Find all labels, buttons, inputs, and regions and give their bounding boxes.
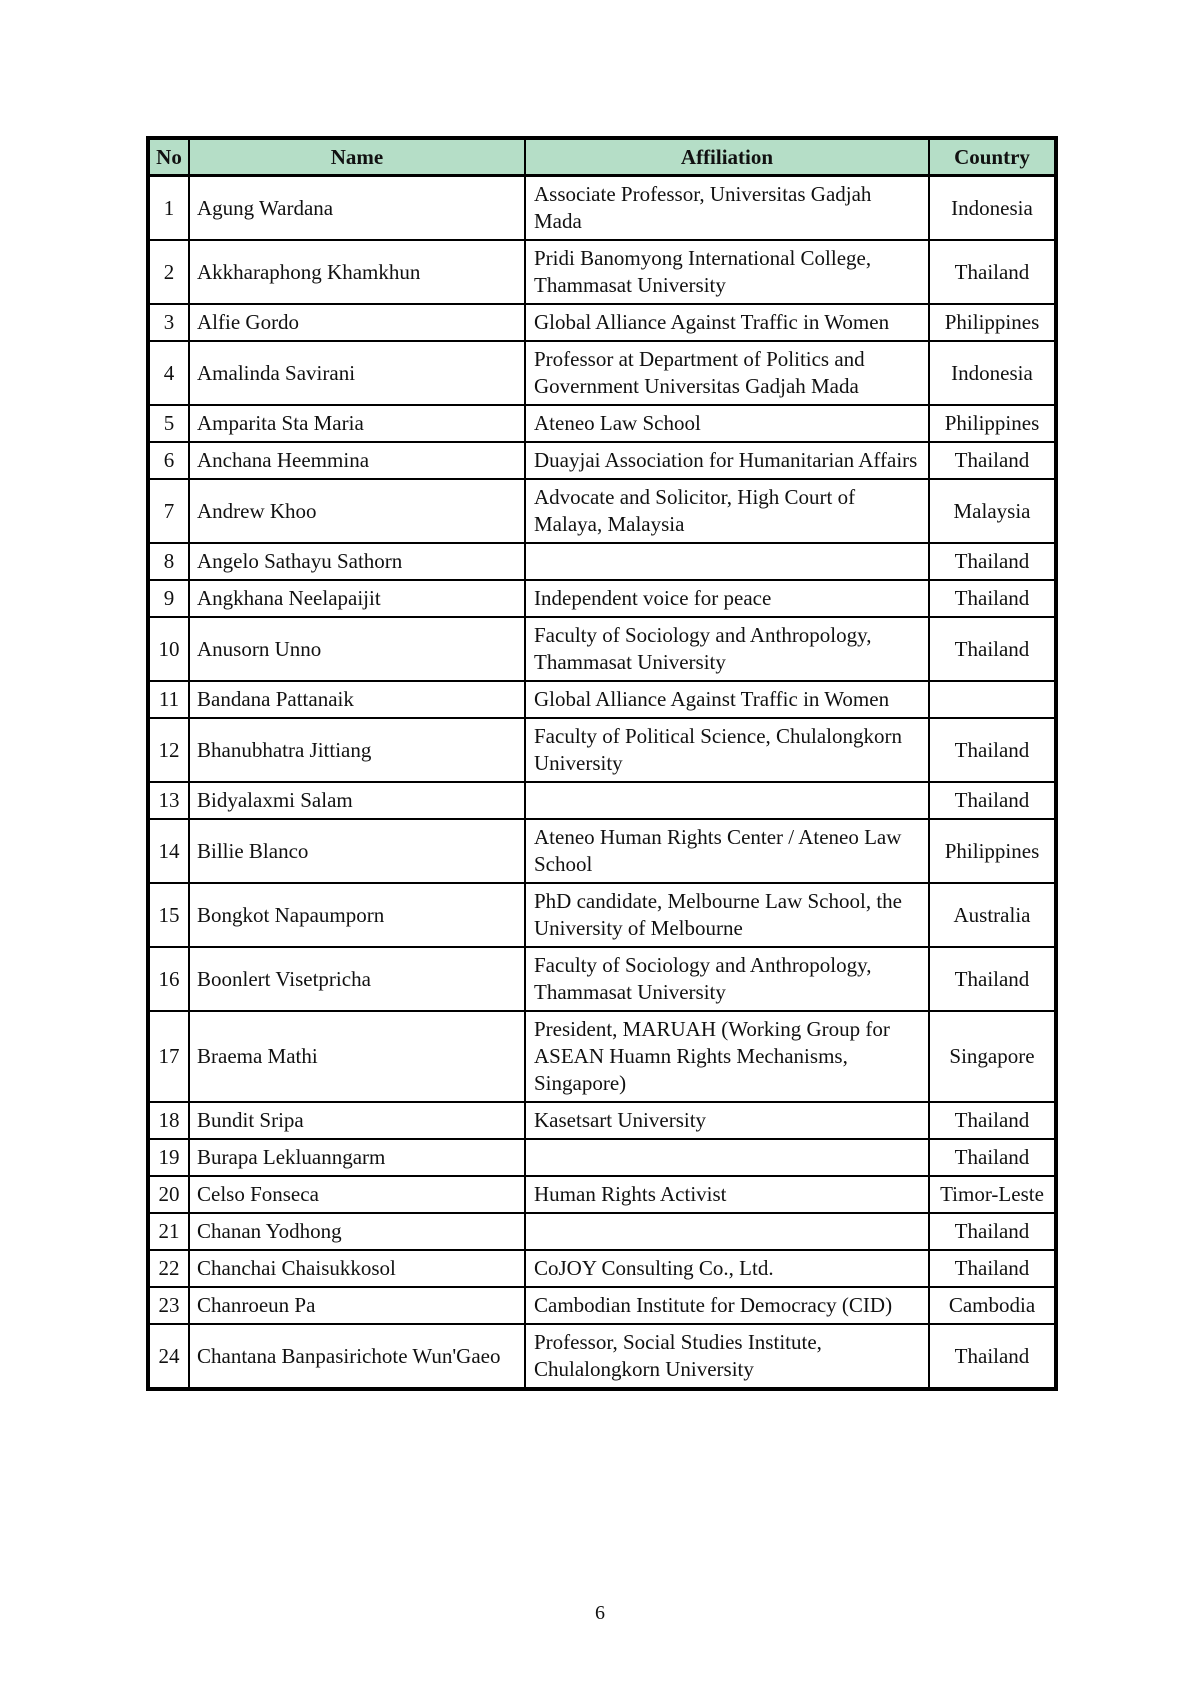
- cell-country: Thailand: [929, 782, 1056, 819]
- table-row: [148, 1102, 1056, 1139]
- cell-affiliation: [525, 782, 929, 819]
- cell-name: Amparita Sta Maria: [189, 405, 525, 442]
- cell-no: 24: [148, 1324, 189, 1389]
- cell-country: Malaysia: [929, 479, 1056, 543]
- cell-affiliation: Ateneo Law School: [525, 405, 929, 442]
- cell-country: Thailand: [929, 1213, 1056, 1250]
- table-row: [148, 947, 1056, 1011]
- cell-no: 10: [148, 617, 189, 681]
- table-row: [148, 1287, 1056, 1324]
- table-row: [148, 1176, 1056, 1213]
- table-row: [148, 341, 1056, 405]
- cell-country: Australia: [929, 883, 1056, 947]
- table-row: [148, 580, 1056, 617]
- cell-name: Bongkot Napaumporn: [189, 883, 525, 947]
- cell-name: Chanan Yodhong: [189, 1213, 525, 1250]
- cell-no: 19: [148, 1139, 189, 1176]
- cell-name: Braema Mathi: [189, 1011, 525, 1102]
- cell-affiliation: Professor, Social Studies Institute, Chulalongkorn University: [525, 1324, 929, 1389]
- cell-country: Thailand: [929, 1102, 1056, 1139]
- table-row: [148, 1011, 1056, 1102]
- cell-no: 20: [148, 1176, 189, 1213]
- cell-name: Akkharaphong Khamkhun: [189, 240, 525, 304]
- table-row: [148, 1139, 1056, 1176]
- table-row: [148, 819, 1056, 883]
- participants-table: [146, 136, 1058, 1391]
- cell-country: Thailand: [929, 947, 1056, 1011]
- table-row: [148, 883, 1056, 947]
- cell-no: 18: [148, 1102, 189, 1139]
- cell-no: 15: [148, 883, 189, 947]
- cell-affiliation: [525, 1139, 929, 1176]
- cell-no: 12: [148, 718, 189, 782]
- cell-name: Chanroeun Pa: [189, 1287, 525, 1324]
- cell-affiliation: Duayjai Association for Humanitarian Affairs: [525, 442, 929, 479]
- cell-name: Agung Wardana: [189, 176, 525, 241]
- table-row: [148, 543, 1056, 580]
- cell-affiliation: Global Alliance Against Traffic in Women: [525, 304, 929, 341]
- cell-affiliation: Global Alliance Against Traffic in Women: [525, 681, 929, 718]
- cell-name: Anchana Heemmina: [189, 442, 525, 479]
- cell-no: 3: [148, 304, 189, 341]
- table-row: [148, 442, 1056, 479]
- table-row: [148, 617, 1056, 681]
- table-row: [148, 176, 1056, 241]
- cell-country: Philippines: [929, 819, 1056, 883]
- cell-affiliation: Human Rights Activist: [525, 1176, 929, 1213]
- cell-country: Singapore: [929, 1011, 1056, 1102]
- table-header-row: [148, 138, 1056, 176]
- table-row: [148, 782, 1056, 819]
- cell-country: Thailand: [929, 580, 1056, 617]
- cell-no: 4: [148, 341, 189, 405]
- cell-name: Andrew Khoo: [189, 479, 525, 543]
- cell-no: 16: [148, 947, 189, 1011]
- table-row: [148, 1213, 1056, 1250]
- cell-country: Philippines: [929, 405, 1056, 442]
- cell-no: 5: [148, 405, 189, 442]
- table-row: [148, 479, 1056, 543]
- cell-name: Alfie Gordo: [189, 304, 525, 341]
- cell-name: Boonlert Visetpricha: [189, 947, 525, 1011]
- table-row: [148, 405, 1056, 442]
- cell-no: 14: [148, 819, 189, 883]
- cell-country: Thailand: [929, 543, 1056, 580]
- cell-name: Bhanubhatra Jittiang: [189, 718, 525, 782]
- cell-name: Chantana Banpasirichote Wun'Gaeo: [189, 1324, 525, 1389]
- cell-affiliation: Faculty of Political Science, Chulalongkorn University: [525, 718, 929, 782]
- cell-country: Philippines: [929, 304, 1056, 341]
- table-row: [148, 718, 1056, 782]
- cell-no: 17: [148, 1011, 189, 1102]
- cell-affiliation: Faculty of Sociology and Anthropology, Thammasat University: [525, 947, 929, 1011]
- cell-no: 21: [148, 1213, 189, 1250]
- column-header-country: Country: [929, 138, 1056, 176]
- column-header-no: No: [148, 138, 189, 176]
- cell-name: Celso Fonseca: [189, 1176, 525, 1213]
- cell-no: 2: [148, 240, 189, 304]
- cell-country: Thailand: [929, 1139, 1056, 1176]
- table-row: [148, 240, 1056, 304]
- cell-country: Indonesia: [929, 341, 1056, 405]
- cell-affiliation: President, MARUAH (Working Group for ASEAN Huamn Rights Mechanisms, Singapore): [525, 1011, 929, 1102]
- cell-country: Timor-Leste: [929, 1176, 1056, 1213]
- cell-name: Billie Blanco: [189, 819, 525, 883]
- table-row: [148, 681, 1056, 718]
- cell-no: 8: [148, 543, 189, 580]
- cell-name: Amalinda Savirani: [189, 341, 525, 405]
- cell-name: Bandana Pattanaik: [189, 681, 525, 718]
- table-row: [148, 304, 1056, 341]
- page-number: 6: [595, 1602, 605, 1624]
- cell-affiliation: Ateneo Human Rights Center / Ateneo Law School: [525, 819, 929, 883]
- cell-country: [929, 681, 1056, 718]
- table-body: [148, 176, 1056, 1390]
- cell-country: Thailand: [929, 442, 1056, 479]
- cell-affiliation: Professor at Department of Politics and Government Universitas Gadjah Mada: [525, 341, 929, 405]
- cell-affiliation: [525, 543, 929, 580]
- cell-affiliation: Pridi Banomyong International College, Thammasat University: [525, 240, 929, 304]
- cell-affiliation: [525, 1213, 929, 1250]
- cell-no: 13: [148, 782, 189, 819]
- cell-affiliation: Faculty of Sociology and Anthropology, Thammasat University: [525, 617, 929, 681]
- cell-name: Chanchai Chaisukkosol: [189, 1250, 525, 1287]
- cell-no: 9: [148, 580, 189, 617]
- cell-name: Bundit Sripa: [189, 1102, 525, 1139]
- cell-affiliation: CoJOY Consulting Co., Ltd.: [525, 1250, 929, 1287]
- cell-no: 23: [148, 1287, 189, 1324]
- column-header-affiliation: Affiliation: [525, 138, 929, 176]
- table-row: [148, 1250, 1056, 1287]
- cell-affiliation: Cambodian Institute for Democracy (CID): [525, 1287, 929, 1324]
- cell-name: Burapa Lekluanngarm: [189, 1139, 525, 1176]
- cell-affiliation: Advocate and Solicitor, High Court of Malaya, Malaysia: [525, 479, 929, 543]
- cell-country: Cambodia: [929, 1287, 1056, 1324]
- cell-no: 11: [148, 681, 189, 718]
- cell-affiliation: Kasetsart University: [525, 1102, 929, 1139]
- cell-affiliation: Independent voice for peace: [525, 580, 929, 617]
- cell-country: Indonesia: [929, 176, 1056, 241]
- cell-no: 1: [148, 176, 189, 241]
- cell-name: Angelo Sathayu Sathorn: [189, 543, 525, 580]
- cell-name: Angkhana Neelapaijit: [189, 580, 525, 617]
- cell-country: Thailand: [929, 1250, 1056, 1287]
- cell-affiliation: Associate Professor, Universitas Gadjah Mada: [525, 176, 929, 241]
- cell-country: Thailand: [929, 240, 1056, 304]
- table-row: [148, 1324, 1056, 1389]
- cell-name: Bidyalaxmi Salam: [189, 782, 525, 819]
- cell-country: Thailand: [929, 718, 1056, 782]
- column-header-name: Name: [189, 138, 525, 176]
- cell-no: 7: [148, 479, 189, 543]
- cell-no: 6: [148, 442, 189, 479]
- cell-name: Anusorn Unno: [189, 617, 525, 681]
- cell-no: 22: [148, 1250, 189, 1287]
- cell-affiliation: PhD candidate, Melbourne Law School, the University of Melbourne: [525, 883, 929, 947]
- cell-country: Thailand: [929, 1324, 1056, 1389]
- cell-country: Thailand: [929, 617, 1056, 681]
